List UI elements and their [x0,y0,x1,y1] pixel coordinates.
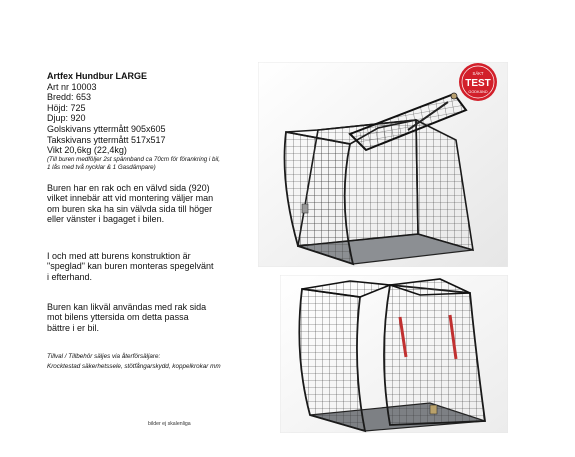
spec-depth: Djup: 920 [47,113,86,124]
paragraph-curved-side: Buren har en rak och en välvd sida (920) vilket innebär att vid montering väljer man om buren ska ha sin välvda sida till höger eller vänster i bagaget i bilen. [47,183,214,225]
paragraph-straight-side: Buren kan likväl användas med rak sida mot bilens yttersida om detta passa bättre i er bil. [47,302,207,333]
paragraph-mirrored: I och med att burens konstruktion är "speglad" kan buren monteras spegelvänt i efterhand. [47,251,214,282]
image-caption: bilder ej skalenliga [148,421,191,427]
spec-height: Höjd: 725 [47,102,86,113]
product-title: Artfex Hundbur LARGE [47,71,147,81]
included-note-line-1: (Till buren medföljer 2st spännband ca 70cm för förankring i bil, [47,155,220,163]
cage-closed-photo [280,275,508,433]
test-approved-badge [458,62,498,102]
spec-width: Bredd: 653 [47,92,92,103]
included-note-line-2: 1 lås med två nycklar & 1 Gasdämpare) [47,164,156,172]
spec-article-number: Art nr 10003 [47,81,97,92]
badge-main-text: TEST [465,78,491,89]
product-info [47,71,252,173]
spec-weight: Vikt 20,6kg (22,4kg) [47,145,127,156]
spec-floor-dimensions: Golskivans yttermått 905x605 [47,123,166,134]
badge-bottom-text: GODKÄND [468,90,488,94]
badge-top-text: SÄKT [472,71,484,76]
spec-roof-dimensions: Takskivans yttermått 517x517 [47,134,166,145]
accessories-note: Tillval / Tillbehör säljes via återförsäljare: Krocktestad säkerhetssele, stötfångarskydd, koppelkrokar mm [47,353,221,370]
